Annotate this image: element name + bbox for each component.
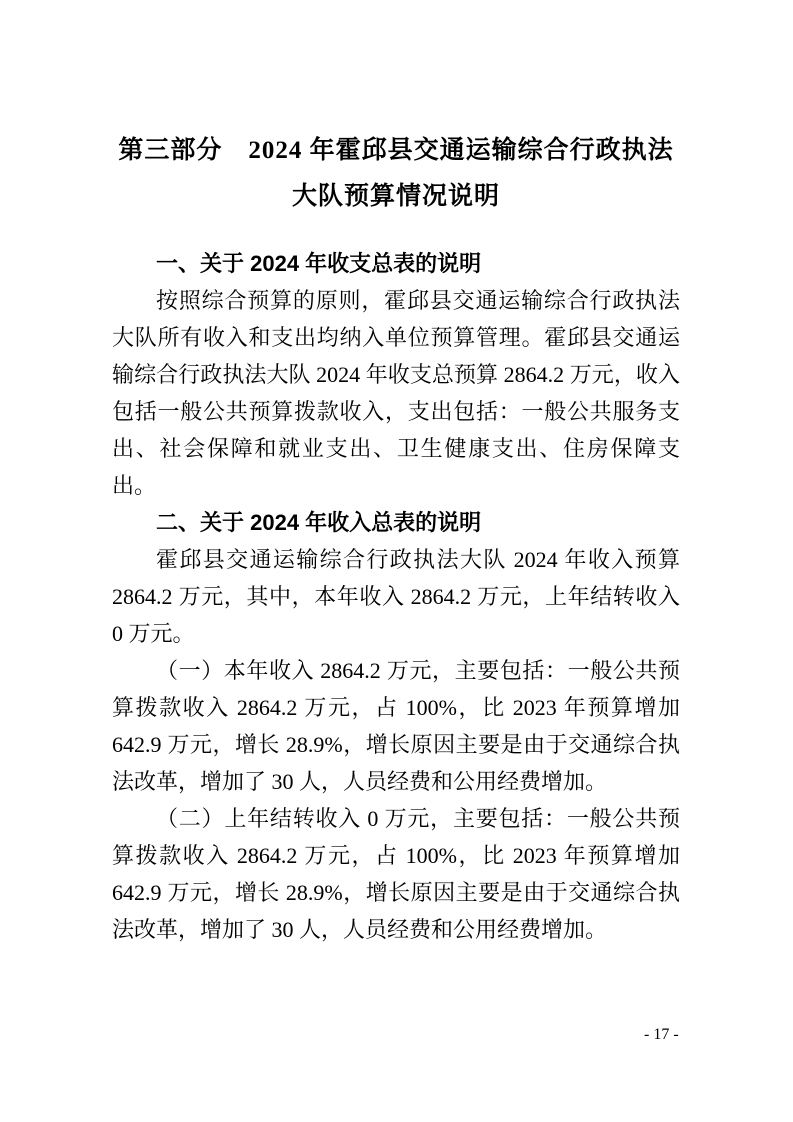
page-number: - 17 - <box>644 1026 679 1043</box>
document-title: 第三部分 2024 年霍邱县交通运输综合行政执法大队预算情况说明 <box>118 137 674 210</box>
section-2-heading: 二、关于 2024 年收入总表的说明 <box>156 510 482 535</box>
section-1-heading: 一、关于 2024 年收支总表的说明 <box>156 251 482 276</box>
section-2-paragraph-2: （一）本年收入 2864.2 万元，主要包括：一般公共预算拨款收入 2864.2 万元，占 100%，比 2023 年预算增加 642.9 万元，增长 28.9%，增长原因主要是由于交通综合执法改革，增加了 30 人，人员经费和公用经费增加。 <box>112 658 680 794</box>
section-1-paragraph-1: 按照综合预算的原则，霍邱县交通运输综合行政执法大队所有收入和支出均纳入单位预算管理。霍邱县交通运输综合行政执法大队 2024 年收支总预算 2864.2 万元，收入包括一般公共预算拨款收入，支出包括：一般公共服务支出、社会保障和就业支出、卫生健康支出、住房保障支出。 <box>112 288 680 498</box>
section-2-paragraph-3: （二）上年结转收入 0 万元，主要包括：一般公共预算拨款收入 2864.2 万元，占 100%，比 2023 年预算增加 642.9 万元，增长 28.9%，增长原因主要是由于交通综合执法改革，增加了 30 人，人员经费和公用经费增加。 <box>112 806 680 942</box>
document-content <box>112 128 680 948</box>
section-2-paragraph-1: 霍邱县交通运输综合行政执法大队 2024 年收入预算 2864.2 万元，其中，本年收入 2864.2 万元，上年结转收入 0 万元。 <box>112 547 680 646</box>
